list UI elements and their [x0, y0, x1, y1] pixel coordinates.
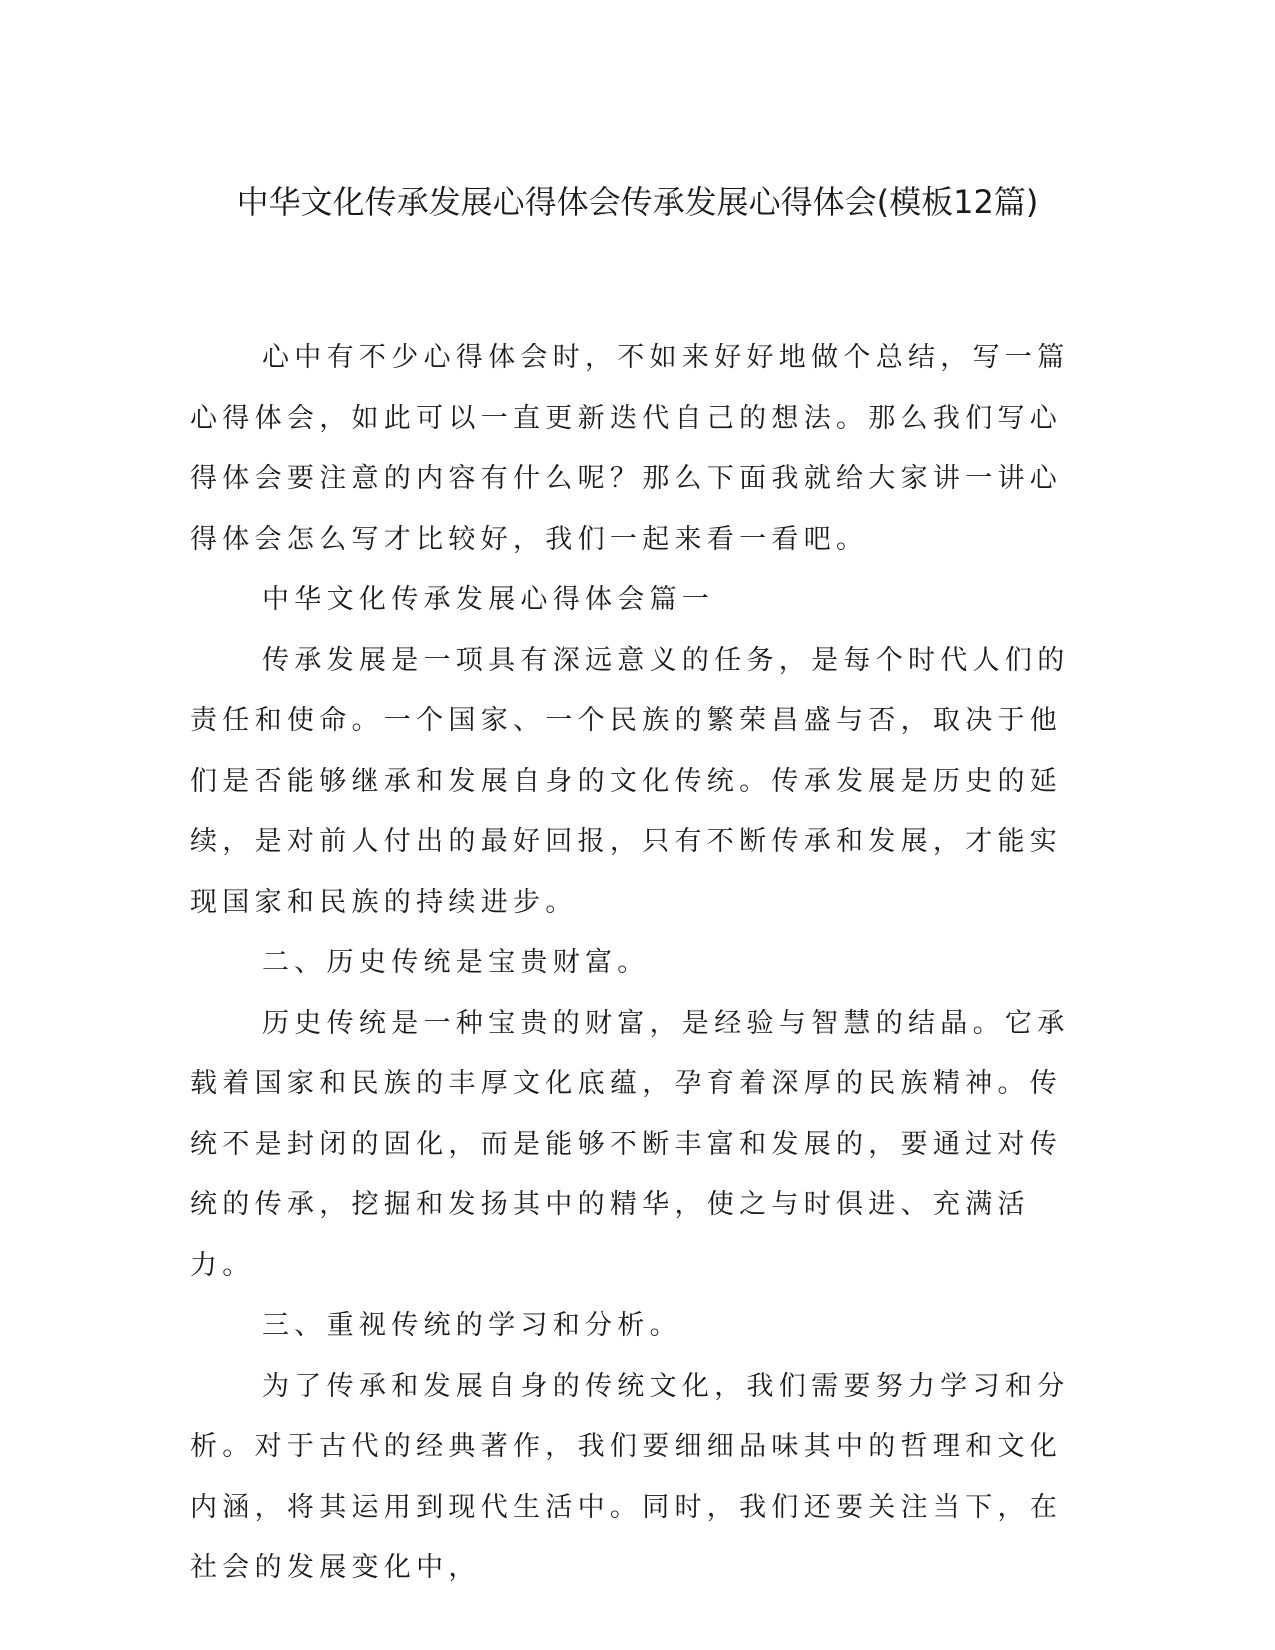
body-paragraph: 为了传承和发展自身的传统文化，我们需要努力学习和分析。对于古代的经典著作，我们要细细品味其中的哲理和文化内涵，将其运用到现代生活中。同时，我们还要关注当下，在社会的发展变化中， [190, 1370, 1070, 1583]
document-body [190, 328, 1080, 1599]
body-paragraph: 传承发展是一项具有深远意义的任务，是每个时代人们的责任和使命。一个国家、一个民族的繁荣昌盛与否，取决于他们是否能够继承和发展自身的文化传统。传承发展是历史的延续，是对前人付出的最好回报，只有不断传承和发展，才能实现国家和民族的持续进步。 [190, 644, 1070, 918]
section-heading-part-one: 中华文化传承发展心得体会篇一 [262, 584, 715, 615]
section-heading-three: 三、重视传统的学习和分析。 [262, 1310, 682, 1341]
section-heading-two: 二、历史传统是宝贵财富。 [262, 947, 650, 978]
document-title: 中华文化传承发展心得体会传承发展心得体会(模板12篇) [236, 183, 1039, 221]
body-paragraph: 历史传统是一种宝贵的财富，是经验与智慧的结晶。它承载着国家和民族的丰厚文化底蕴，孕育着深厚的民族精神。传统不是封闭的固化，而是能够不断丰富和发展的，要通过对传统的传承，挖掘和发扬其中的精华，使之与时俱进、充满活力。 [190, 1007, 1070, 1281]
intro-paragraph: 心中有不少心得体会时，不如来好好地做个总结，写一篇心得体会，如此可以一直更新迭代自己的想法。那么我们写心得体会要注意的内容有什么呢？那么下面我就给大家讲一讲心得体会怎么写才比较好，我们一起来看一看吧。 [190, 342, 1070, 555]
